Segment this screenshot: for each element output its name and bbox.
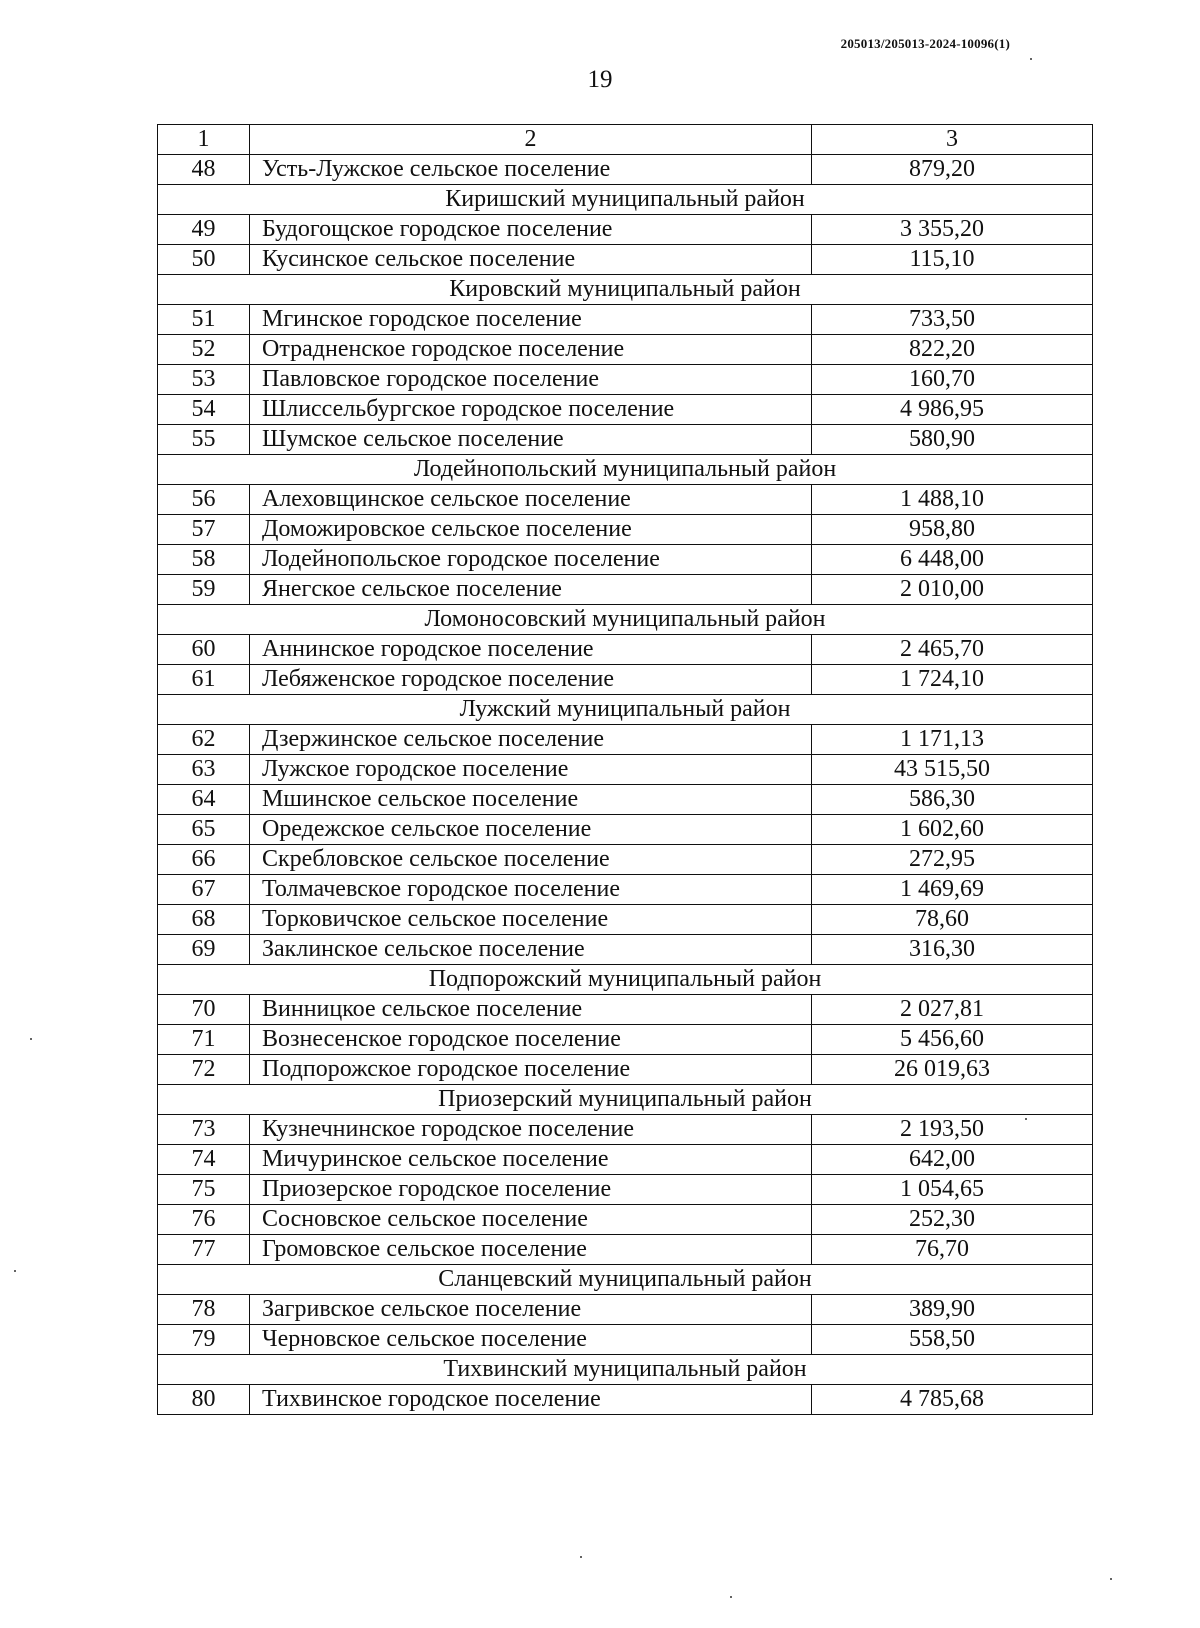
row-number: 72 [158, 1055, 250, 1085]
settlement-name: Янегское сельское поселение [250, 575, 812, 605]
row-number: 74 [158, 1145, 250, 1175]
table-row [158, 725, 1093, 755]
district-row [158, 1355, 1093, 1385]
district-row [158, 695, 1093, 725]
row-number: 55 [158, 425, 250, 455]
row-number: 62 [158, 725, 250, 755]
table-row [158, 155, 1093, 185]
row-number: 58 [158, 545, 250, 575]
amount-value: 1 602,60 [812, 815, 1093, 845]
amount-value: 316,30 [812, 935, 1093, 965]
table-row [158, 1025, 1093, 1055]
district-row [158, 605, 1093, 635]
amount-value: 26 019,63 [812, 1055, 1093, 1085]
table-row [158, 245, 1093, 275]
amount-value: 2 193,50 [812, 1115, 1093, 1145]
amount-value: 822,20 [812, 335, 1093, 365]
amount-value: 78,60 [812, 905, 1093, 935]
settlement-name: Усть-Лужское сельское поселение [250, 155, 812, 185]
table-row [158, 305, 1093, 335]
settlement-name: Кузнечнинское городское поселение [250, 1115, 812, 1145]
settlement-name: Вознесенское городское поселение [250, 1025, 812, 1055]
row-number: 51 [158, 305, 250, 335]
amount-value: 4 986,95 [812, 395, 1093, 425]
amount-value: 733,50 [812, 305, 1093, 335]
row-number: 80 [158, 1385, 250, 1415]
district-name: Лужский муниципальный район [158, 695, 1093, 725]
district-name: Подпорожский муниципальный район [158, 965, 1093, 995]
settlement-name: Шлиссельбургское городское поселение [250, 395, 812, 425]
settlement-name: Толмачевское городское поселение [250, 875, 812, 905]
settlement-name: Громовское сельское поселение [250, 1235, 812, 1265]
row-number: 76 [158, 1205, 250, 1235]
row-number: 64 [158, 785, 250, 815]
amount-value: 580,90 [812, 425, 1093, 455]
district-row [158, 185, 1093, 215]
settlement-name: Алеховщинское сельское поселение [250, 485, 812, 515]
scan-speck [1025, 1118, 1027, 1120]
settlement-name: Мичуринское сельское поселение [250, 1145, 812, 1175]
amount-value: 5 456,60 [812, 1025, 1093, 1055]
scan-speck [1110, 1578, 1112, 1580]
scan-speck [580, 1556, 582, 1558]
district-name: Кировский муниципальный район [158, 275, 1093, 305]
table-row [158, 1115, 1093, 1145]
table-row [158, 935, 1093, 965]
row-number: 79 [158, 1325, 250, 1355]
scan-speck [14, 1270, 16, 1272]
header-row [158, 125, 1093, 155]
settlement-name: Подпорожское городское поселение [250, 1055, 812, 1085]
table-row [158, 755, 1093, 785]
table-row [158, 905, 1093, 935]
amount-value: 2 010,00 [812, 575, 1093, 605]
amount-value: 2 465,70 [812, 635, 1093, 665]
amount-value: 558,50 [812, 1325, 1093, 1355]
district-name: Ломоносовский муниципальный район [158, 605, 1093, 635]
settlement-name: Скребловское сельское поселение [250, 845, 812, 875]
amount-value: 642,00 [812, 1145, 1093, 1175]
district-row [158, 965, 1093, 995]
table-row [158, 425, 1093, 455]
settlement-name: Черновское сельское поселение [250, 1325, 812, 1355]
row-number: 69 [158, 935, 250, 965]
document-id: 205013/205013-2024-10096(1) [840, 36, 1010, 51]
row-number: 49 [158, 215, 250, 245]
district-row [158, 1085, 1093, 1115]
row-number: 78 [158, 1295, 250, 1325]
scan-speck [730, 1596, 732, 1598]
settlement-name: Лужское городское поселение [250, 755, 812, 785]
amount-value: 879,20 [812, 155, 1093, 185]
amount-value: 3 355,20 [812, 215, 1093, 245]
scan-speck [30, 1038, 32, 1040]
table-row [158, 1205, 1093, 1235]
settlement-name: Приозерское городское поселение [250, 1175, 812, 1205]
amount-value: 272,95 [812, 845, 1093, 875]
amount-value: 1 054,65 [812, 1175, 1093, 1205]
table-row [158, 875, 1093, 905]
table-row [158, 665, 1093, 695]
settlement-name: Сосновское сельское поселение [250, 1205, 812, 1235]
district-name: Лодейнопольский муниципальный район [158, 455, 1093, 485]
table-row [158, 545, 1093, 575]
amount-value: 252,30 [812, 1205, 1093, 1235]
district-row [158, 455, 1093, 485]
table-row [158, 1385, 1093, 1415]
district-name: Приозерский муниципальный район [158, 1085, 1093, 1115]
table-row [158, 995, 1093, 1025]
district-row [158, 1265, 1093, 1295]
table-row [158, 1055, 1093, 1085]
row-number: 48 [158, 155, 250, 185]
row-number: 63 [158, 755, 250, 785]
scan-speck [1030, 58, 1032, 60]
settlement-name: Дзержинское сельское поселение [250, 725, 812, 755]
amount-value: 2 027,81 [812, 995, 1093, 1025]
column-header-1: 1 [158, 125, 250, 155]
amount-value: 43 515,50 [812, 755, 1093, 785]
row-number: 66 [158, 845, 250, 875]
row-number: 75 [158, 1175, 250, 1205]
table-row [158, 1235, 1093, 1265]
district-name: Тихвинский муниципальный район [158, 1355, 1093, 1385]
table-row [158, 1175, 1093, 1205]
district-row [158, 275, 1093, 305]
settlement-name: Заклинское сельское поселение [250, 935, 812, 965]
settlement-name: Доможировское сельское поселение [250, 515, 812, 545]
table-row [158, 515, 1093, 545]
row-number: 70 [158, 995, 250, 1025]
column-header-2: 2 [250, 125, 812, 155]
row-number: 77 [158, 1235, 250, 1265]
table-row [158, 1325, 1093, 1355]
amount-value: 586,30 [812, 785, 1093, 815]
table-row [158, 575, 1093, 605]
settlement-name: Мшинское сельское поселение [250, 785, 812, 815]
district-name: Киришский муниципальный район [158, 185, 1093, 215]
amount-value: 6 448,00 [812, 545, 1093, 575]
page-number: 19 [587, 66, 613, 93]
row-number: 59 [158, 575, 250, 605]
row-number: 61 [158, 665, 250, 695]
row-number: 68 [158, 905, 250, 935]
row-number: 60 [158, 635, 250, 665]
settlement-name: Шумское сельское поселение [250, 425, 812, 455]
table-row [158, 335, 1093, 365]
settlement-name: Павловское городское поселение [250, 365, 812, 395]
settlements-table [157, 124, 1093, 1415]
table-row [158, 785, 1093, 815]
row-number: 67 [158, 875, 250, 905]
amount-value: 1 724,10 [812, 665, 1093, 695]
settlement-name: Отрадненское городское поселение [250, 335, 812, 365]
settlement-name: Торковичское сельское поселение [250, 905, 812, 935]
settlement-name: Лебяженское городское поселение [250, 665, 812, 695]
row-number: 54 [158, 395, 250, 425]
amount-value: 958,80 [812, 515, 1093, 545]
settlement-name: Оредежское сельское поселение [250, 815, 812, 845]
settlement-name: Мгинское городское поселение [250, 305, 812, 335]
row-number: 57 [158, 515, 250, 545]
settlement-name: Аннинское городское поселение [250, 635, 812, 665]
table-row [158, 845, 1093, 875]
settlement-name: Винницкое сельское поселение [250, 995, 812, 1025]
table-row [158, 395, 1093, 425]
row-number: 73 [158, 1115, 250, 1145]
settlement-name: Будогощское городское поселение [250, 215, 812, 245]
amount-value: 1 469,69 [812, 875, 1093, 905]
row-number: 52 [158, 335, 250, 365]
district-name: Сланцевский муниципальный район [158, 1265, 1093, 1295]
amount-value: 4 785,68 [812, 1385, 1093, 1415]
settlement-name: Кусинское сельское поселение [250, 245, 812, 275]
amount-value: 1 171,13 [812, 725, 1093, 755]
table-body [158, 125, 1093, 1415]
amount-value: 115,10 [812, 245, 1093, 275]
amount-value: 1 488,10 [812, 485, 1093, 515]
row-number: 50 [158, 245, 250, 275]
row-number: 65 [158, 815, 250, 845]
row-number: 56 [158, 485, 250, 515]
amount-value: 76,70 [812, 1235, 1093, 1265]
table-row [158, 215, 1093, 245]
table-row [158, 815, 1093, 845]
column-header-3: 3 [812, 125, 1093, 155]
table-row [158, 485, 1093, 515]
settlement-name: Загривское сельское поселение [250, 1295, 812, 1325]
settlement-name: Тихвинское городское поселение [250, 1385, 812, 1415]
settlement-name: Лодейнопольское городское поселение [250, 545, 812, 575]
amount-value: 389,90 [812, 1295, 1093, 1325]
table-row [158, 1295, 1093, 1325]
row-number: 53 [158, 365, 250, 395]
table-row [158, 635, 1093, 665]
table-row [158, 1145, 1093, 1175]
row-number: 71 [158, 1025, 250, 1055]
amount-value: 160,70 [812, 365, 1093, 395]
table-row [158, 365, 1093, 395]
